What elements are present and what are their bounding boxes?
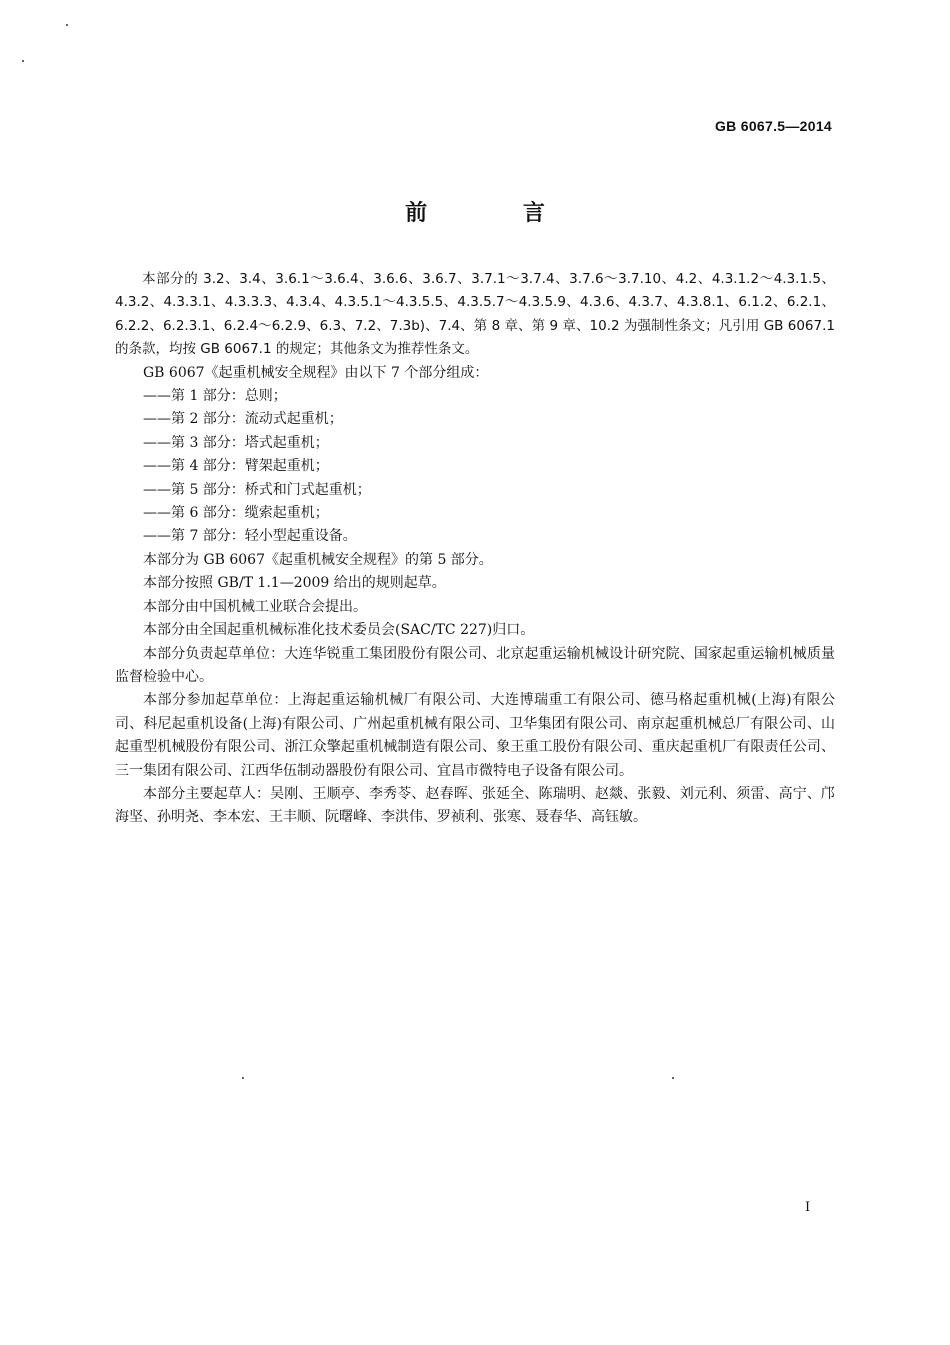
mandatory-clauses-paragraph: 本部分的 3.2、3.4、3.6.1～3.6.4、3.6.6、3.6.7、3.7.1～3.7.4、3.7.6～3.7.10、4.2、4.3.1.2～4.3.1.5、4.3.2、4.3.3.1、4.3.3.3、4.3.4、4.3.5.1～4.3.5.5、4.3.5.7～4.3.5.9、4.3.6、4.3.7、4.3.8.1、6.1.2、6.2.1、6.2.2、6.2.3.1、6.2.4～6.2.9、6.3、7.2、7.3b)、7.4、第 8 章、第 9 章、10.2 为强制性条文；凡引用 GB 6067.1 的条款，均按 GB 6067.1 的规定；其他条文为推荐性条文。 (115, 271, 835, 358)
drafters-paragraph: 本部分主要起草人：吴刚、王顺亭、李秀苓、赵春晖、张延全、陈瑞明、赵燚、张毅、刘元利、须雷、高宁、邝海坚、孙明尧、李本宏、王丰顺、阮曙峰、李洪伟、罗祯利、张寒、聂春华、高钰敏。 (115, 785, 835, 826)
part-list-item: ——第 7 部分：轻小型起重设备。 (143, 528, 357, 545)
scan-speck (22, 60, 24, 62)
page-number: I (805, 1200, 811, 1215)
centralized-by-paragraph: 本部分由全国起重机械标准化技术委员会(SAC/TC 227)归口。 (143, 622, 535, 639)
part-list-item: ——第 5 部分：桥式和门式起重机； (143, 481, 371, 498)
drafting-rules-paragraph: 本部分按照 GB/T 1.1—2009 给出的规则起草。 (143, 575, 446, 592)
foreword-body (115, 268, 835, 830)
this-part-paragraph: 本部分为 GB 6067《起重机械安全规程》的第 5 部分。 (143, 551, 493, 568)
scan-speck (672, 1077, 674, 1079)
participating-units-paragraph: 本部分参加起草单位：上海起重运输机械厂有限公司、大连博瑞重工有限公司、德马格起重机械(上海)有限公司、科尼起重机设备(上海)有限公司、广州起重机械有限公司、卫华集团有限公司、南京起重机械总厂有限公司、山起重型机械股份有限公司、浙江众擎起重机械制造有限公司、象王重工股份有限公司、重庆起重机厂有限责任公司、三一集团有限公司、江西华伍制动器股份有限公司、宜昌市微特电子设备有限公司。 (115, 692, 835, 779)
part-list-item: ——第 6 部分：缆索起重机； (143, 505, 329, 522)
page-title: 前 言 (405, 201, 589, 226)
scan-speck (242, 1077, 244, 1079)
responsible-units-paragraph: 本部分负责起草单位：大连华锐重工集团股份有限公司、北京起重运输机械设计研究院、国家起重运输机械质量监督检验中心。 (115, 645, 835, 685)
part-list-item: ——第 4 部分：臂架起重机； (143, 458, 329, 475)
part-list-item: ——第 3 部分：塔式起重机； (143, 434, 329, 451)
scan-speck (66, 24, 68, 26)
part-list-item: ——第 1 部分：总则； (143, 388, 287, 405)
proposed-by-paragraph: 本部分由中国机械工业联合会提出。 (143, 598, 367, 615)
part-list-item: ——第 2 部分：流动式起重机； (143, 411, 343, 428)
standard-code: GB 6067.5—2014 (714, 118, 832, 134)
composition-paragraph: GB 6067《起重机械安全规程》由以下 7 个部分组成： (143, 364, 489, 381)
